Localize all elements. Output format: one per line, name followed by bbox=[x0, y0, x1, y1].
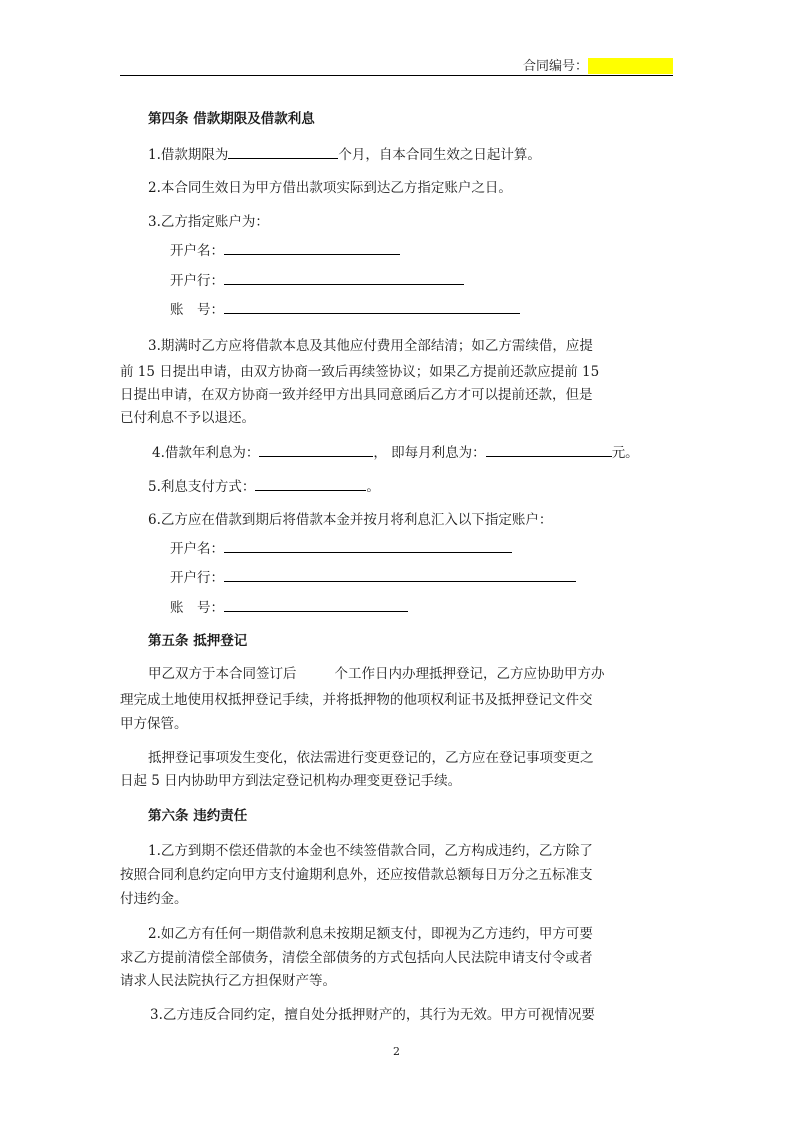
account1-number-label: 账 号： bbox=[170, 302, 224, 318]
account1-number-line bbox=[170, 300, 520, 319]
loan-term-line bbox=[148, 145, 541, 164]
effective-date-line: 2.本合同生效日为甲方借出款项实际到达乙方指定账户之日。 bbox=[148, 180, 512, 196]
interest-payment-label: 5.利息支付方式： bbox=[148, 479, 256, 495]
loan-term-blank[interactable] bbox=[228, 145, 338, 159]
maturity-para-line-4: 已付利息不予以退还。 bbox=[120, 410, 255, 426]
repayment-account-line: 6.乙方应在借款到期后将借款本金并按月将利息汇入以下指定账户： bbox=[148, 512, 553, 528]
account2-bank-line bbox=[170, 568, 576, 587]
account2-name-line bbox=[170, 539, 512, 558]
annual-interest-label: 4.借款年利息为： bbox=[152, 445, 260, 461]
default-para1-line-3: 付违约金。 bbox=[120, 891, 188, 907]
maturity-para-line-1: 3.期满时乙方应将借款本息及其他应付费用全部结清；如乙方需续借，应提 bbox=[148, 338, 593, 354]
default-para2-line-1: 2.如乙方有任何一期借款利息未按期足额支付，即视为乙方违约，甲方可要 bbox=[148, 926, 593, 942]
article-6-heading: 第六条 违约责任 bbox=[148, 808, 248, 824]
registration-para-line-2: 理完成土地使用权抵押登记手续，并将抵押物的他项权利证书及抵押登记文件交 bbox=[120, 692, 593, 708]
account2-name-label: 开户名： bbox=[170, 541, 224, 557]
account1-bank-blank[interactable] bbox=[224, 271, 464, 285]
maturity-para-line-2: 前 15 日提出申请，由双方协商一致后再续签协议；如果乙方提前还款应提前 15 bbox=[120, 364, 600, 380]
interest-payment-suffix: 。 bbox=[366, 479, 380, 495]
account2-name-blank[interactable] bbox=[224, 539, 512, 553]
default-para3-line-1: 3.乙方违反合同约定，擅自处分抵押财产的，其行为无效。甲方可视情况要 bbox=[150, 1007, 595, 1023]
currency-unit: 元。 bbox=[611, 445, 639, 461]
interest-payment-blank[interactable] bbox=[255, 477, 366, 491]
default-para2-line-2: 求乙方提前清偿全部债务，清偿全部债务的方式包括向人民法院申请支付令或者 bbox=[120, 950, 593, 966]
account2-number-label: 账 号： bbox=[170, 600, 224, 616]
account2-number-line bbox=[170, 598, 408, 617]
change-registration-line-1: 抵押登记事项发生变化，依法需进行变更登记的，乙方应在登记事项变更之 bbox=[148, 750, 594, 766]
registration-text-a: 甲乙双方于本合同签订后 bbox=[148, 666, 297, 682]
account1-number-blank[interactable] bbox=[224, 300, 520, 314]
interest-payment-line bbox=[148, 477, 380, 496]
monthly-interest-label: ， 即每月利息为： bbox=[373, 445, 486, 461]
registration-para-line-1 bbox=[148, 665, 605, 683]
contract-number-field[interactable] bbox=[588, 58, 673, 74]
contract-number-label: 合同编号： bbox=[522, 59, 588, 74]
annual-interest-line bbox=[152, 443, 639, 462]
account1-name-line bbox=[170, 241, 400, 260]
default-para2-line-3: 请求人民法院执行乙方担保财产等。 bbox=[120, 973, 336, 989]
default-para1-line-1: 1.乙方到期不偿还借款的本金也不续签借款合同，乙方构成违约，乙方除了 bbox=[148, 843, 593, 859]
registration-text-b: 个工作日内办理抵押登记，乙方应协助甲方办 bbox=[334, 666, 605, 682]
article-5-heading: 第五条 抵押登记 bbox=[148, 633, 248, 649]
loan-term-suffix: 个月，自本合同生效之日起计算。 bbox=[338, 147, 541, 163]
account1-name-label: 开户名： bbox=[170, 243, 224, 259]
designated-account-line: 3.乙方指定账户为： bbox=[148, 214, 269, 230]
account1-bank-label: 开户行： bbox=[170, 273, 224, 289]
account1-bank-line bbox=[170, 271, 464, 290]
monthly-interest-blank[interactable] bbox=[486, 443, 612, 457]
annual-interest-blank[interactable] bbox=[259, 443, 373, 457]
default-para1-line-2: 按照合同利息约定向甲方支付逾期利息外，还应按借款总额每日万分之五标准支 bbox=[120, 867, 593, 883]
account2-bank-label: 开户行： bbox=[170, 570, 224, 586]
page-header bbox=[120, 58, 673, 76]
account2-number-blank[interactable] bbox=[224, 598, 408, 612]
registration-para-line-3: 甲方保管。 bbox=[120, 716, 188, 732]
loan-term-label: 1.借款期限为 bbox=[148, 147, 229, 163]
maturity-para-line-3: 日提出申请，在双方协商一致并经甲方出具同意函后乙方才可以提前还款，但是 bbox=[120, 387, 593, 403]
account1-name-blank[interactable] bbox=[224, 241, 400, 255]
account2-bank-blank[interactable] bbox=[224, 568, 576, 582]
page-number: 2 bbox=[393, 1045, 400, 1058]
article-4-heading: 第四条 借款期限及借款利息 bbox=[148, 111, 315, 127]
change-registration-line-2: 日起 5 日内协助甲方到法定登记机构办理变更登记手续。 bbox=[120, 773, 462, 789]
